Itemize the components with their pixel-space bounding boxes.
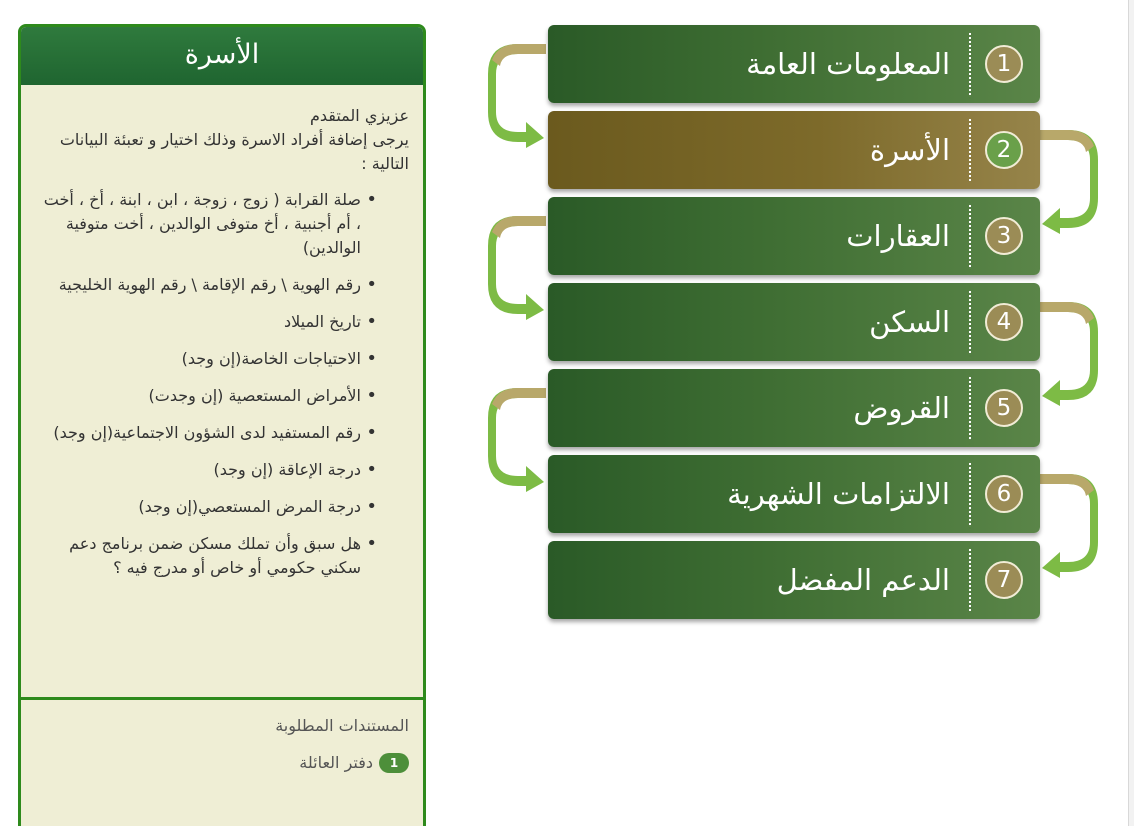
list-item: • رقم المستفيد لدى الشؤون الاجتماعية(إن وجد) xyxy=(35,421,409,445)
connector-arrow-icon xyxy=(488,396,546,494)
required-documents xyxy=(21,700,423,774)
panel-body xyxy=(21,85,423,697)
step-general-info[interactable] xyxy=(548,25,1040,103)
step-number-badge: 5 xyxy=(985,389,1023,427)
step-number-badge: 2 xyxy=(985,131,1023,169)
page-scrollbar-edge xyxy=(1128,0,1134,826)
step-separator xyxy=(969,291,971,353)
documents-title: المستندات المطلوبة xyxy=(275,716,409,735)
step-separator xyxy=(969,463,971,525)
step-label: القروض xyxy=(853,391,950,425)
intro-text: يرجى إضافة أفراد الاسرة وذلك اختيار و تعبئة البيانات التالية : xyxy=(59,130,409,173)
list-item: • صلة القرابة ( زوج ، زوجة ، ابن ، ابنة ، أخ ، أخت ، أم أجنبية ، أخ متوفى الوالدين ، أخت متوفية الوالدين) xyxy=(35,188,409,260)
step-separator xyxy=(969,205,971,267)
step-housing[interactable] xyxy=(548,283,1040,361)
step-number-badge: 6 xyxy=(985,475,1023,513)
step-label: المعلومات العامة xyxy=(746,47,950,81)
step-label: الالتزامات الشهرية xyxy=(727,477,950,511)
step-label: العقارات xyxy=(846,219,950,253)
step-separator xyxy=(969,549,971,611)
document-item xyxy=(35,752,409,774)
connector-arrow-icon xyxy=(488,52,546,150)
step-label: السكن xyxy=(869,305,950,339)
step-separator xyxy=(969,33,971,95)
connector-arrow-icon xyxy=(1040,310,1098,408)
step-number-badge: 4 xyxy=(985,303,1023,341)
step-family[interactable] xyxy=(548,111,1040,189)
panel-title: الأسرة xyxy=(21,27,423,85)
step-number-badge: 1 xyxy=(985,45,1023,83)
connector-arrow-icon xyxy=(1040,138,1098,236)
document-number-badge: 1 xyxy=(379,753,409,773)
step-separator xyxy=(969,377,971,439)
list-item: • تاريخ الميلاد xyxy=(35,310,409,334)
connector-arrow-icon xyxy=(1040,482,1098,580)
step-separator xyxy=(969,119,971,181)
step-number-badge: 7 xyxy=(985,561,1023,599)
requirements-list xyxy=(35,188,409,580)
step-loans[interactable] xyxy=(548,369,1040,447)
step-monthly-obligations[interactable] xyxy=(548,455,1040,533)
list-item: • هل سبق وأن تملك مسكن ضمن برنامج دعم سكني حكومي أو خاص أو مدرج فيه ؟ xyxy=(35,532,409,580)
step-properties[interactable] xyxy=(548,197,1040,275)
connector-arrow-icon xyxy=(488,224,546,322)
document-label: دفتر العائلة xyxy=(299,753,373,772)
list-item: • درجة الإعاقة (إن وجد) xyxy=(35,458,409,482)
step-preferred-support[interactable] xyxy=(548,541,1040,619)
intro-greeting: عزيزي المتقدم xyxy=(309,106,409,125)
list-item: • الاحتياجات الخاصة(إن وجد) xyxy=(35,347,409,371)
step-info-panel xyxy=(18,24,426,826)
list-item: • الأمراض المستعصية (إن وجدت) xyxy=(35,384,409,408)
list-item: • رقم الهوية \ رقم الإقامة \ رقم الهوية الخليجية xyxy=(35,273,409,297)
list-item: • درجة المرض المستعصي(إن وجد) xyxy=(35,495,409,519)
step-label: الدعم المفضل xyxy=(776,563,950,597)
step-number-badge: 3 xyxy=(985,217,1023,255)
step-label: الأسرة xyxy=(869,133,950,167)
